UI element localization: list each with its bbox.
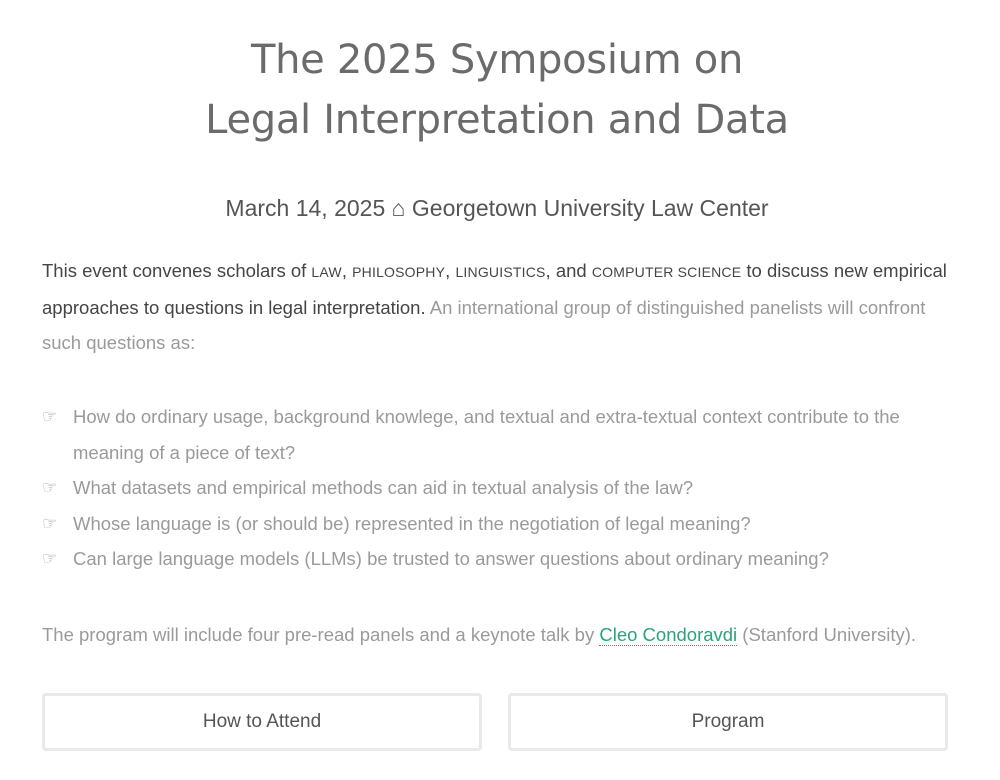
intro-paragraph (42, 253, 952, 360)
list-item (42, 506, 952, 542)
intro-text-1: This event convenes scholars of (42, 260, 312, 281)
intro-sep-1: , (341, 260, 353, 281)
field-law: LAW (311, 264, 342, 280)
list-item (42, 399, 952, 470)
page-title-line-1: The 2025 Symposium on (250, 37, 744, 83)
intro-text-3: An international group of distinguished panelists will confront such questions as: (42, 297, 926, 353)
list-item (42, 470, 952, 506)
pointing-hand-icon: ☞ (42, 407, 58, 426)
page-title-line-2: Legal Interpretation and Data (205, 97, 789, 143)
pointing-hand-icon: ☞ (42, 549, 58, 568)
keynote-speaker-link[interactable]: Cleo Condoravdi (599, 624, 738, 645)
program-button[interactable]: Program (508, 693, 948, 751)
question-text: Can large language models (LLMs) be trusted to answer questions about ordinary meaning? (73, 548, 829, 569)
pointing-hand-icon: ☞ (42, 478, 58, 497)
field-linguistics: LINGUISTICS (455, 264, 546, 280)
page-title (42, 30, 952, 150)
intro-text-2: to discuss new empirical approaches to questions in legal interpretation. (42, 260, 947, 318)
program-text-before: The program will include four pre-read panels and a keynote talk by (42, 624, 600, 645)
question-text: How do ordinary usage, background knowlege, and textual and extra-textual context contribute to the meaning of a piece of text? (73, 406, 900, 463)
field-computer-science: COMPUTER SCIENCE (591, 264, 742, 280)
field-philosophy: PHILOSOPHY (352, 264, 446, 280)
question-text: Whose language is (or should be) represented in the negotiation of legal meaning? (73, 512, 751, 534)
program-paragraph (42, 617, 972, 652)
list-item (42, 541, 952, 577)
pointing-hand-icon: ☞ (42, 513, 58, 533)
question-list (42, 399, 952, 577)
intro-sep-2: , (445, 260, 456, 281)
program-text-after: (Stanford University). (737, 624, 917, 645)
question-text: What datasets and empirical methods can aid in textual analysis of the law? (73, 477, 694, 498)
intro-sep-3: , and (545, 260, 592, 281)
event-date-location: March 14, 2025 ⌂ Georgetown University Law Center (225, 195, 769, 221)
how-to-attend-button[interactable]: How to Attend (42, 693, 482, 751)
